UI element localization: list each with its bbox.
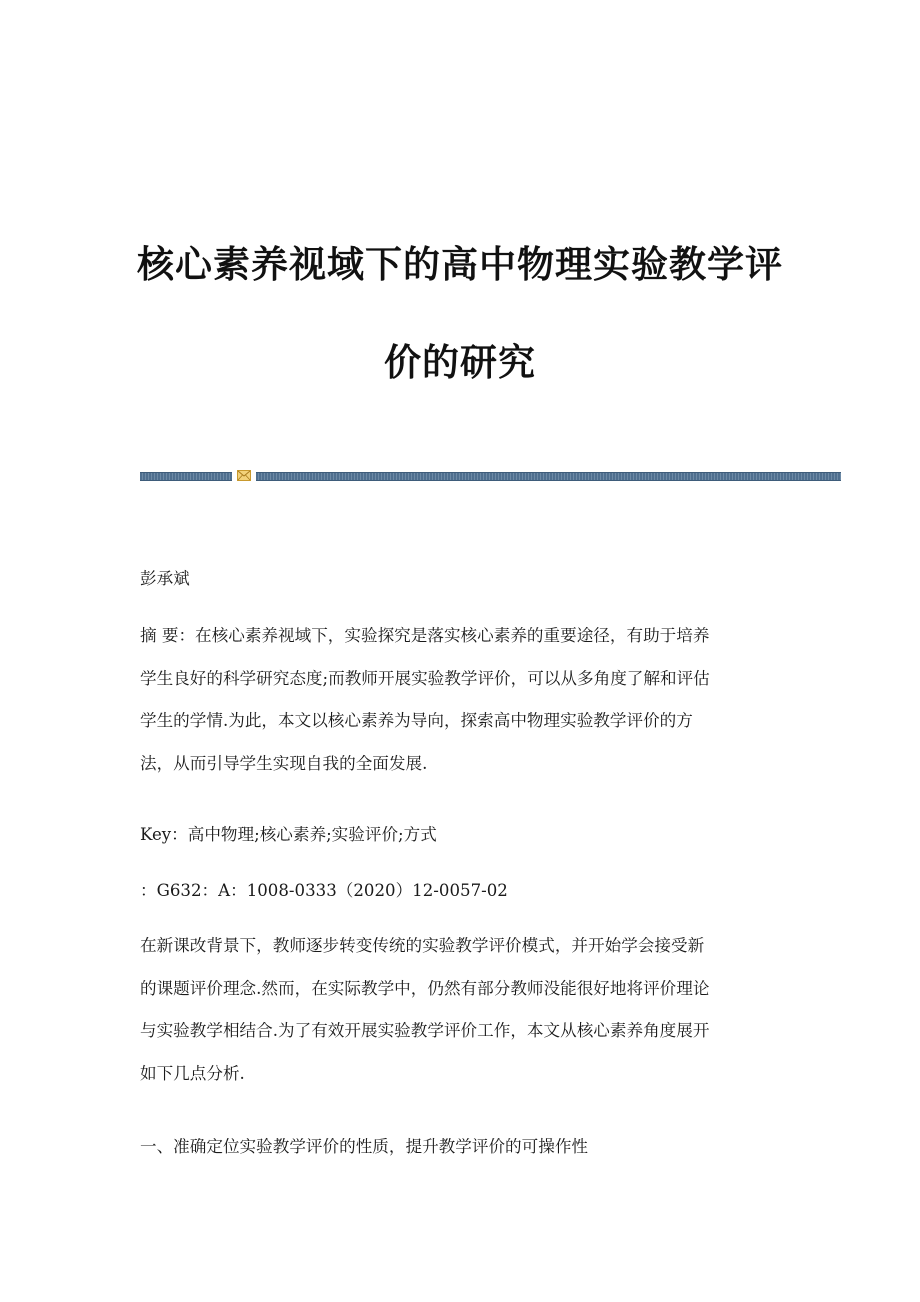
intro-line: 在新课改背景下，教师逐步转变传统的实验教学评价模式，并开始学会接受新	[140, 936, 705, 955]
ornament-icon	[237, 470, 251, 481]
title-divider	[140, 470, 841, 480]
abstract-paragraph	[140, 624, 790, 794]
author-name: 彭承斌	[140, 569, 190, 588]
keywords-line: Key：高中物理;核心素养;实验评价;方式	[140, 825, 437, 844]
abstract-line: 学生的学情.为此，本文以核心素养为导向，探索高中物理实验教学评价的方	[140, 711, 693, 730]
abstract-line: 学生良好的科学研究态度;而教师开展实验教学评价，可以从多角度了解和评估	[140, 668, 710, 688]
divider-bar-right	[256, 472, 841, 481]
title-line-1: 核心素养视域下的高中物理实验教学评	[137, 242, 783, 286]
intro-line: 如下几点分析.	[140, 1063, 245, 1083]
abstract-line: 摘 要：在核心素养视域下，实验探究是落实核心素养的重要途径，有助于培养	[140, 626, 710, 645]
divider-bar-left	[140, 472, 232, 481]
intro-line: 的课题评价理念.然而，在实际教学中，仍然有部分教师没能很好地将评价理论	[140, 978, 710, 998]
intro-line: 与实验教学相结合.为了有效开展实验教学评价工作，本文从核心素养角度展开	[140, 1021, 710, 1040]
title-line-2: 价的研究	[384, 340, 536, 384]
classification-line: ：G632：A：1008-0333（2020）12-0057-02	[140, 881, 508, 900]
section-heading: 一、准确定位实验教学评价的性质，提升教学评价的可操作性	[140, 1137, 589, 1156]
abstract-line: 法，从而引导学生实现自我的全面发展.	[140, 753, 428, 773]
intro-paragraph	[140, 934, 790, 1104]
